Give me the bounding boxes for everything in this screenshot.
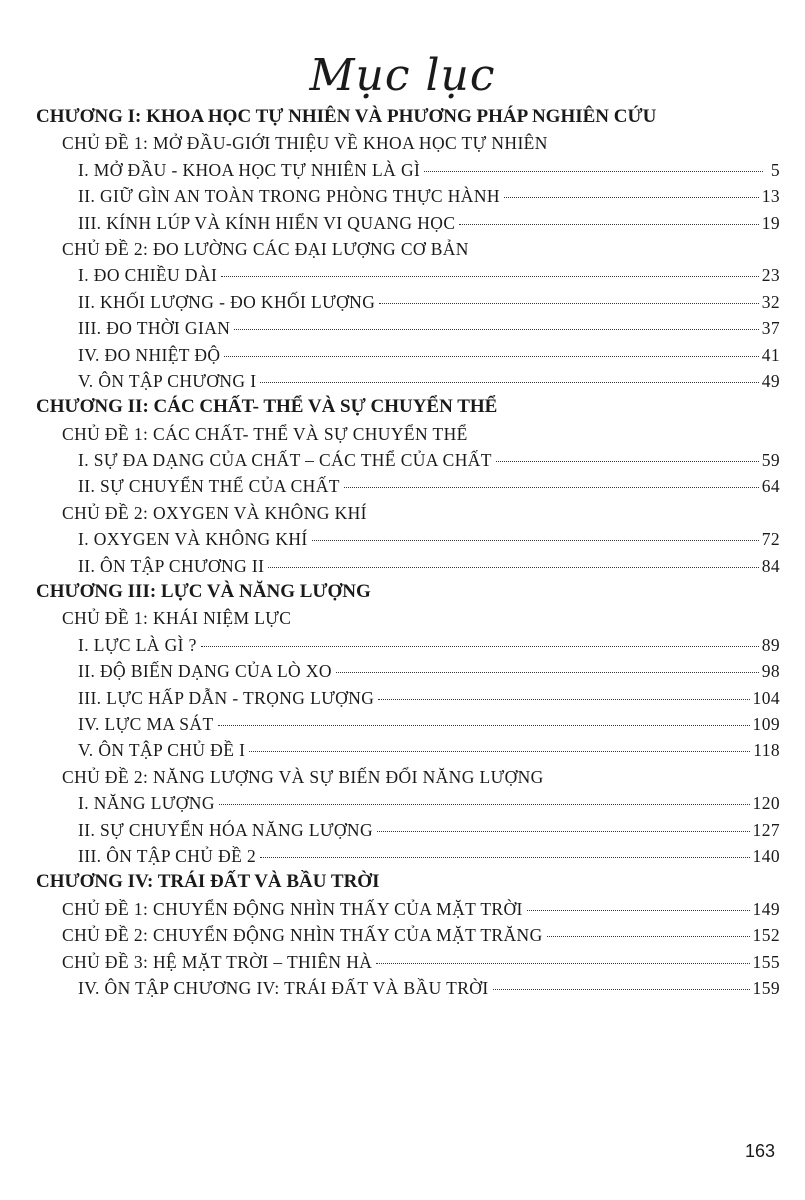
toc-entry-chapter (36, 579, 780, 605)
toc-entry-section (36, 790, 780, 816)
toc-entry-topic (36, 764, 780, 790)
toc-entry-label: II. GIỮ GÌN AN TOÀN TRONG PHÒNG THỰC HÀNH (78, 186, 500, 207)
dot-leader (218, 725, 750, 726)
toc-entry-section (36, 711, 780, 737)
toc-entry-label: CHỦ ĐỀ 2: ĐO LƯỜNG CÁC ĐẠI LƯỢNG CƠ BẢN (62, 238, 469, 259)
toc-entry-label: III. KÍNH LÚP VÀ KÍNH HIỂN VI QUANG HỌC (78, 212, 456, 233)
toc-entry-chapter (36, 394, 780, 420)
toc-entry-topic (36, 500, 780, 526)
dot-leader (260, 857, 749, 858)
toc-entry-page: 89 (761, 634, 780, 655)
dot-leader (376, 963, 749, 964)
toc-entry-page: 159 (752, 977, 780, 998)
toc-entry-label: CHỦ ĐỀ 1: CHUYỂN ĐỘNG NHÌN THẤY CỦA MẶT TRỜI (62, 898, 523, 919)
toc-entry-label: I. SỰ ĐA DẠNG CỦA CHẤT – CÁC THỂ CỦA CHẤT (78, 450, 492, 471)
toc-entry-label: CHỦ ĐỀ 2: NĂNG LƯỢNG VÀ SỰ BIẾN ĐỔI NĂNG LƯỢNG (62, 766, 544, 787)
toc-entry-label: III. ĐO THỜI GIAN (78, 318, 231, 339)
dot-leader (378, 699, 749, 700)
toc-entry-label: III. LỰC HẤP DẪN - TRỌNG LƯỢNG (78, 687, 375, 708)
toc-entry-section (36, 183, 780, 209)
toc-entry-page: 59 (761, 450, 780, 471)
dot-leader (221, 276, 759, 277)
dot-leader (459, 224, 758, 225)
toc-entry-section (36, 210, 780, 236)
toc-entry-label: CHỦ ĐỀ 3: HỆ MẶT TRỜI – THIÊN HÀ (62, 951, 373, 972)
toc-entry-topic (36, 421, 780, 447)
toc-entry-topic (36, 130, 780, 156)
toc-entry-label: CHỦ ĐỀ 1: KHÁI NIỆM LỰC (62, 608, 292, 629)
toc-entry-page: 84 (761, 555, 780, 576)
dot-leader (379, 303, 758, 304)
dot-leader (224, 356, 758, 357)
dot-leader (336, 672, 759, 673)
dot-leader (219, 804, 750, 805)
toc-entry-page: 72 (761, 529, 780, 550)
dot-leader (260, 382, 758, 383)
toc-entry-page: 104 (752, 687, 780, 708)
toc-entry-page: 118 (753, 740, 780, 761)
toc-entry-label: II. ĐỘ BIẾN DẠNG CỦA LÒ XO (78, 661, 332, 682)
toc-entry-page: 149 (752, 898, 780, 919)
toc-entry-section (36, 817, 780, 843)
toc-entry-page: 98 (761, 661, 780, 682)
toc-entry-page: 32 (761, 291, 780, 312)
toc-entry-page: 13 (761, 186, 780, 207)
toc-entry-chapter (36, 104, 780, 130)
toc-entry-page: 140 (752, 845, 780, 866)
toc-entry-label: III. ÔN TẬP CHỦ ĐỀ 2 (78, 845, 257, 866)
toc-entry-topic (36, 605, 780, 631)
toc-entry-label: IV. ĐO NHIỆT ĐỘ (78, 344, 221, 365)
toc-entry-section (36, 632, 780, 658)
toc-entry-section (36, 342, 780, 368)
toc-entry-label: CHƯƠNG III: LỰC VÀ NĂNG LƯỢNG (36, 581, 371, 603)
dot-leader (377, 831, 750, 832)
toc-entry-section (36, 262, 780, 288)
dot-leader (201, 646, 759, 647)
toc-entry-topic (36, 922, 780, 948)
toc-entry-label: I. LỰC LÀ GÌ ? (78, 634, 197, 655)
toc-entry-label: CHỦ ĐỀ 1: MỞ ĐẦU-GIỚI THIỆU VỀ KHOA HỌC TỰ NHIÊN (62, 133, 548, 154)
page-title: Mục lục (309, 50, 496, 101)
toc-entry-section (36, 658, 780, 684)
toc-entry-label: I. NĂNG LƯỢNG (78, 793, 215, 814)
toc-entry-label: II. SỰ CHUYỂN THỂ CỦA CHẤT (78, 476, 340, 497)
toc-entry-label: CHƯƠNG II: CÁC CHẤT- THỂ VÀ SỰ CHUYỂN THỂ (36, 396, 498, 418)
toc-entry-page: 152 (752, 925, 780, 946)
dot-leader (424, 171, 763, 172)
toc-entry-label: CHƯƠNG IV: TRÁI ĐẤT VÀ BẦU TRỜI (36, 871, 380, 893)
toc-entry-label: V. ÔN TẬP CHƯƠNG I (78, 370, 257, 391)
toc-entry-section (36, 737, 780, 763)
toc-entry-section (36, 473, 780, 499)
toc-entry-page: 19 (761, 212, 780, 233)
dot-leader (312, 540, 759, 541)
toc-entry-page: 127 (752, 819, 780, 840)
toc-entry-label: IV. ÔN TẬP CHƯƠNG IV: TRÁI ĐẤT VÀ BẦU TRỜI (78, 977, 489, 998)
dot-leader (249, 751, 750, 752)
toc-entry-section (36, 975, 780, 1001)
dot-leader (496, 461, 759, 462)
toc-entry-label: II. SỰ CHUYỂN HÓA NĂNG LƯỢNG (78, 819, 374, 840)
toc-entry-section (36, 553, 780, 579)
toc-entry-topic (36, 236, 780, 262)
toc-entry-page: 64 (761, 476, 780, 497)
toc-entry-page: 109 (752, 713, 780, 734)
toc-entry-topic (36, 949, 780, 975)
toc-entry-section (36, 526, 780, 552)
dot-leader (268, 567, 758, 568)
toc-entry-label: CHỦ ĐỀ 1: CÁC CHẤT- THỂ VÀ SỰ CHUYỂN THỂ (62, 423, 468, 444)
dot-leader (547, 936, 750, 937)
page-number: 163 (744, 1141, 775, 1161)
table-of-contents (36, 104, 780, 1001)
toc-entry-page: 155 (752, 951, 780, 972)
toc-entry-chapter (36, 869, 780, 895)
dot-leader (234, 329, 758, 330)
dot-leader (493, 989, 750, 990)
toc-entry-topic (36, 896, 780, 922)
toc-entry-label: CHỦ ĐỀ 2: CHUYỂN ĐỘNG NHÌN THẤY CỦA MẶT TRĂNG (62, 925, 543, 946)
toc-entry-label: II. KHỐI LƯỢNG - ĐO KHỐI LƯỢNG (78, 291, 376, 312)
toc-entry-section (36, 157, 780, 183)
toc-entry-section (36, 315, 780, 341)
toc-entry-page: 49 (761, 370, 780, 391)
dot-leader (504, 197, 759, 198)
toc-entry-label: CHỦ ĐỀ 2: OXYGEN VÀ KHÔNG KHÍ (62, 502, 367, 523)
toc-entry-label: I. OXYGEN VÀ KHÔNG KHÍ (78, 529, 308, 550)
toc-entry-section (36, 368, 780, 394)
toc-entry-page: 23 (761, 265, 780, 286)
dot-leader (344, 487, 759, 488)
toc-entry-label: IV. LỰC MA SÁT (78, 713, 214, 734)
toc-entry-page: 41 (761, 344, 780, 365)
toc-entry-label: CHƯƠNG I: KHOA HỌC TỰ NHIÊN VÀ PHƯƠNG PHÁP NGHIÊN CỨU (36, 106, 657, 127)
toc-entry-section (36, 289, 780, 315)
toc-entry-page: 37 (761, 318, 780, 339)
toc-entry-page: 5 (770, 159, 780, 180)
toc-entry-label: V. ÔN TẬP CHỦ ĐỀ I (78, 740, 246, 761)
dot-leader (527, 910, 750, 911)
toc-entry-section (36, 447, 780, 473)
toc-entry-section (36, 685, 780, 711)
toc-entry-label: I. ĐO CHIỀU DÀI (78, 265, 218, 286)
toc-entry-section (36, 843, 780, 869)
toc-entry-label: II. ÔN TẬP CHƯƠNG II (78, 555, 265, 576)
toc-entry-label: I. MỞ ĐẦU - KHOA HỌC TỰ NHIÊN LÀ GÌ (78, 159, 421, 180)
toc-entry-page: 120 (752, 793, 780, 814)
